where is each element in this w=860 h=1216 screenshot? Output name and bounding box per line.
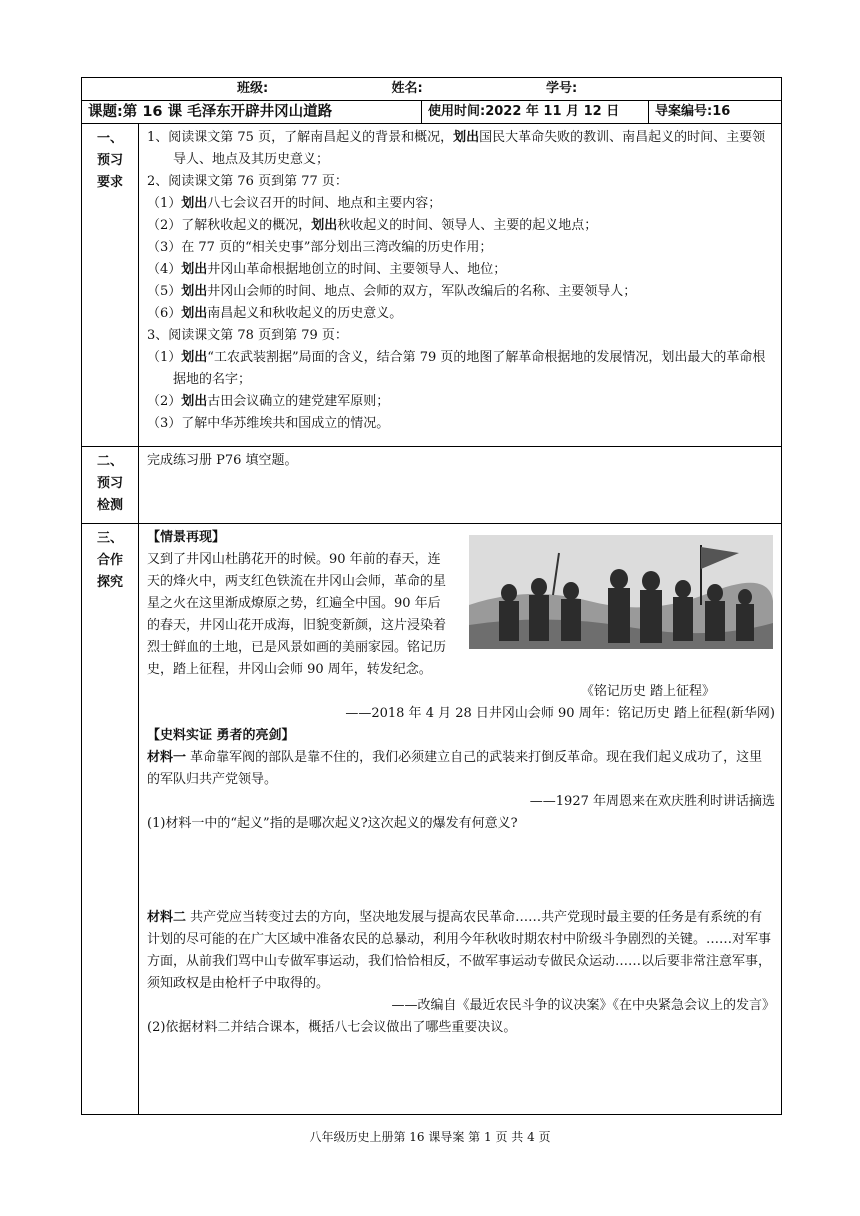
material-one-label: 材料一: [147, 750, 187, 765]
guide-table: [81, 77, 782, 1115]
jinggangshan-meeting-painting: [469, 535, 773, 649]
student-info-row: [82, 78, 782, 101]
class-label: 班级:: [236, 81, 269, 96]
lesson-topic: 课题:第 16 课 毛泽东开辟井冈山道路: [82, 101, 422, 124]
page-footer: 八年级历史上册第 16 课导案 第 1 页 共 4 页: [309, 1130, 551, 1144]
number-label: 学号:: [546, 81, 578, 96]
cooperative-inquiry: [139, 524, 782, 1115]
question-two: (2)依据材料二并结合课本，概括八七会议做出了哪些重要决议。: [147, 1020, 517, 1035]
material-two-source: ——改编自《最近农民斗争的议决案》《在中央紧急会议上的发言》: [391, 998, 775, 1013]
use-date: 使用时间:2022 年 11 月 12 日: [422, 101, 649, 124]
name-label: 姓名:: [391, 81, 423, 96]
material-one-source: ——1927 年周恩来在欢庆胜利时讲话摘选: [529, 794, 775, 809]
req-line: （2）划出古田会议确立的建党建军原则；: [147, 394, 390, 409]
req-line: 2、阅读课文第 76 页到第 77 页：: [147, 174, 348, 189]
preview-check-text: 完成练习册 P76 填空题。: [147, 453, 298, 468]
guide-code: 导案编号:16: [649, 101, 782, 124]
section1-label: 一、 预习 要求: [82, 124, 139, 447]
req-line: （5）划出井冈山会师的时间、地点、会师的双方，军队改编后的名称、主要领导人；: [147, 284, 637, 299]
material-two-label: 材料二: [147, 910, 187, 925]
scene-source: ——2018 年 4 月 28 日井冈山会师 90 周年：铭记历史 踏上征程(新华网): [345, 706, 775, 721]
req-line: （3）在 77 页的“相关史事”部分划出三湾改编的历史作用；: [147, 240, 493, 255]
scene-block: [147, 527, 775, 725]
material-one-text: 革命靠军阀的部队是靠不住的，我们必须建立自己的武装来打倒反革命。现在我们起义成功了，这里的军队归共产党领导。: [147, 750, 763, 787]
preview-requirements: [139, 124, 782, 447]
req-line: 1、阅读课文第 75 页，了解南昌起义的背景和概况，划出国民大革命失败的教训、南昌起义的时间、主要领导人、地点及其历史意义；: [147, 130, 766, 167]
evidence-title: 【史料实证 勇者的亮剑】: [147, 728, 295, 743]
material-one: [147, 747, 775, 791]
scene-title: 【情景再现】: [147, 530, 226, 545]
section2-label: 二、 预习 检测: [82, 447, 139, 524]
req-line: （3）了解中华苏维埃共和国成立的情况。: [147, 416, 390, 431]
req-line: （1）划出八七会议召开的时间、地点和主要内容；: [147, 196, 442, 211]
req-line: （4）划出井冈山革命根据地创立的时间、主要领导人、地位；: [147, 262, 507, 277]
req-line: （6）划出南昌起义和秋收起义的历史意义。: [147, 306, 403, 321]
material-two: [147, 907, 775, 995]
answer-space-two[interactable]: [147, 1039, 775, 1111]
req-line: （2）了解秋收起义的概况，划出秋收起义的时间、领导人、主要的起义地点；: [147, 218, 598, 233]
scene-text: 又到了井冈山杜鹃花开的时候。90 年前的春天，连天的烽火中，两支红色铁流在井冈山会师，革命的星星之火在这里渐成燎原之势，红遍全中国。90 年后的春天，井冈山花开成海，旧貌变新颜，这片浸染着烈士鲜血的土地，已是风景如画的美丽家园。铭记历史，踏上征程，井冈山会师 90 周年，转发纪念。: [147, 552, 447, 677]
material-two-text: 共产党应当转变过去的方向，坚决地发展与提高农民革命……共产党现时最主要的任务是有系统的有计划的尽可能的在广大区域中准备农民的总暴动，利用今年秋收时期农村中阶级斗争剧烈的关键。……对军事方面，从前我们骂中山专做军事运动，我们恰恰相反，不做军事运动专做民众运动……以后要非常注意军事，须知政权是由枪杆子中取得的。: [147, 910, 772, 991]
answer-space-one[interactable]: [147, 835, 775, 907]
question-one: (1)材料一中的“起义”指的是哪次起义?这次起义的爆发有何意义?: [147, 816, 518, 831]
preview-check: [139, 447, 782, 524]
section3-label: 三、 合作 探究: [82, 524, 139, 1115]
scene-caption: 《铭记历史 踏上征程》: [580, 684, 715, 699]
req-line: 3、阅读课文第 78 页到第 79 页：: [147, 328, 348, 343]
req-line: （1）划出“工农武装割据”局面的含义，结合第 79 页的地图了解革命根据地的发展情况，划出最大的革命根据地的名字；: [147, 350, 766, 387]
